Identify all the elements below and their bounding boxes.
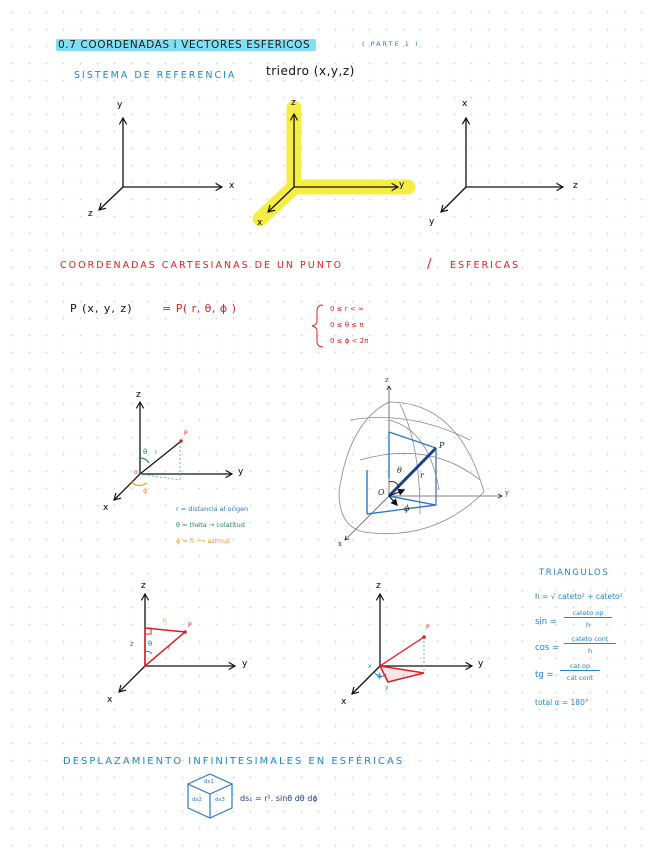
d4-z-label: z [376, 581, 381, 591]
d2-y-label: y [505, 489, 509, 497]
legend-theta: θ = theta → colatitud [176, 521, 245, 529]
d1-r-label: r [155, 449, 158, 456]
displacement-heading: DESPLAZAMIENTO INFINITESIMALES EN ESFÉRICAS [63, 756, 405, 767]
sin-label: sin = [535, 617, 558, 627]
d4-side-y-label: y [385, 684, 389, 691]
t3-down-label: y [429, 217, 435, 227]
cartesian-heading: COORDENADAS CARTESIANAS DE UN PUNTO [60, 260, 344, 271]
cube-ds2: ds2 [192, 797, 202, 803]
d4-y-label: y [478, 659, 484, 669]
d4-x-label: x [341, 697, 347, 707]
reference-system-label: SISTEMA DE REFERENCIA [74, 70, 237, 81]
d2-r-label: r [420, 471, 424, 480]
d3-theta-label: θ [148, 640, 153, 648]
cube-ds1: ds1 [204, 779, 214, 785]
spherical-heading: ESFERICAS [450, 260, 521, 271]
t2-up-label: z [291, 98, 296, 108]
diagram-1 [114, 402, 232, 500]
diagram-3 [119, 594, 235, 692]
d4-side-x-label: x [368, 663, 372, 670]
d3-z-label: z [141, 581, 146, 591]
t1-down-label: z [88, 209, 93, 219]
d3-x-label: x [107, 695, 113, 705]
tg-label: tg = [535, 670, 554, 680]
t2-down-label: x [257, 218, 263, 228]
t3-up-label: x [462, 99, 468, 109]
d3-r-label: r [168, 645, 171, 652]
range-r: 0 ≤ r < ∞ [330, 305, 364, 313]
sin-denominator: h [585, 621, 591, 629]
tg-denominator: cat cont [566, 674, 594, 682]
d2-theta-label: θ [397, 466, 402, 475]
d3-h-label: h [163, 618, 167, 625]
cos-numerator: cateto cont [564, 635, 616, 644]
triedro-3 [441, 118, 563, 212]
triangulos-heading: TRIANGULOS [539, 568, 610, 578]
point-cartesian: P (x, y, z) [70, 302, 133, 315]
hypotenuse-formula: h = √ cateto² + cateto² [535, 592, 623, 601]
d2-phi-label: ϕ [404, 504, 410, 513]
t1-right-label: x [229, 181, 235, 191]
d1-phi-label: ϕ [143, 487, 148, 495]
t2-right-label: y [399, 180, 405, 190]
d2-origin-label: O [378, 488, 385, 497]
d3-p-label: P [188, 622, 192, 629]
tg-numerator: cat op [560, 662, 600, 671]
diagram-4 [352, 594, 472, 694]
cos-denominator: h [587, 647, 593, 655]
ds1-formula: ds₁ = r². sinθ dθ dϕ [240, 794, 318, 803]
d3-y-label: y [242, 659, 248, 669]
d1-y-label: y [238, 467, 244, 477]
legend-r: r = distancia al origen [176, 505, 249, 513]
total-angles: total α = 180° [535, 698, 589, 707]
d4-phi-label: ϕ [377, 672, 382, 680]
d2-z-label: z [385, 376, 389, 384]
d1-x-label: x [103, 503, 109, 513]
d2-x-label: x [338, 540, 342, 548]
triedro-1 [99, 118, 222, 210]
cube-ds3: ds3 [215, 797, 225, 803]
triedro-label: triedro (x,y,z) [266, 64, 355, 78]
d1-theta-label: θ [143, 448, 148, 456]
legend-phi: ϕ = fi ⟶ azimut [176, 537, 230, 545]
d3-z-side-label: z [130, 640, 134, 648]
d4-p-label: P [426, 624, 430, 631]
ranges-brace [312, 305, 323, 347]
diagram-2 [339, 386, 502, 540]
page-title: 0.7 COORDENADAS i VECTORES ESFERICOS [56, 39, 316, 51]
d2-p-label: P [439, 441, 445, 450]
cos-label: cos = [535, 643, 560, 653]
point-spherical: = P( r, θ, ϕ ) [162, 302, 237, 315]
d1-p-label: P [184, 430, 188, 437]
t1-up-label: y [117, 100, 123, 110]
triedro-2-highlight [260, 108, 408, 219]
range-phi: 0 ≤ ϕ < 2π [330, 337, 369, 345]
heading-slash: / [427, 257, 432, 272]
title-part-label: ( PARTE 1 ) [362, 40, 420, 48]
d1-origin-label: o [134, 469, 138, 476]
t3-right-label: z [573, 181, 578, 191]
range-theta: 0 ≤ θ ≤ π [330, 321, 364, 329]
sin-numerator: cateto op [564, 609, 612, 618]
d1-z-label: z [136, 390, 141, 400]
